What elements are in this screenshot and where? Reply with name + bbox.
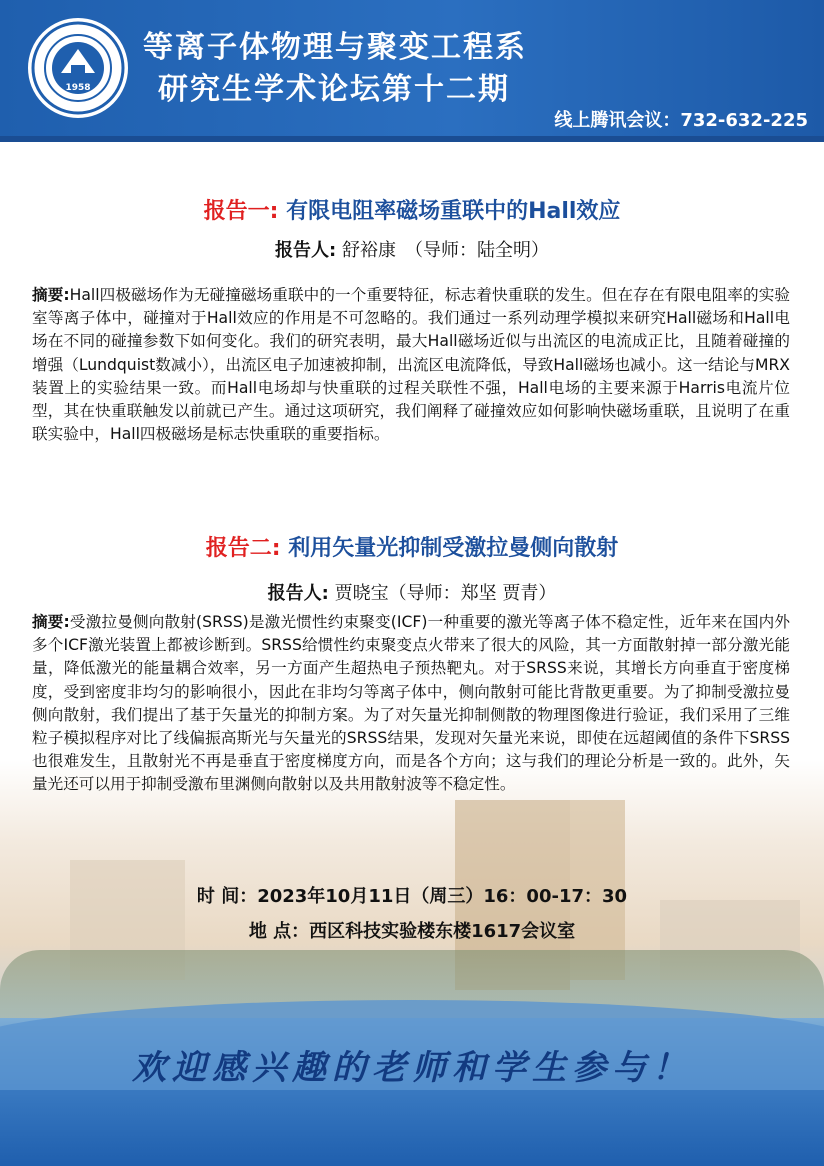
forum-department-title: 等离子体物理与聚变工程系 [143, 30, 527, 65]
report1-abstract [32, 284, 790, 446]
event-place: 地 点：西区科技实验楼东楼1617会议室 [248, 921, 576, 942]
report1-abstract-text: Hall四极磁场作为无碰撞磁场重联中的一个重要特征，标志着快重联的发生。但在存在有限电阻率的实验室等离子体中，碰撞对于Hall效应的作用是不可忽略的。我们通过一系列动理学模拟来研究Hall磁场和Hall电场在不同的碰撞参数下如何变化。我们的研究表明，最大Hall磁场近似与出流区的电流成正比，且随着碰撞的增强（Lundquist数减小），出流区电子加速被抑制，出流区电流降低，导致Hall磁场也减小。这一结论与MRX装置上的实验结果一致。而Hall电场却与快重联的过程关联性不强，Hall电场的主要来源于Harris电流片位型，其在快重联触发以前就已产生。通过这项研究，我们阐释了碰撞效应如何影响快磁场重联，且说明了在重联实验中，Hall四极磁场是标志快重联的重要指标。 [32, 286, 790, 444]
report1-reporter-info: 舒裕康 （导师：陆全明） [341, 240, 549, 261]
welcome-slogan: 欢迎感兴趣的老师和学生参与！ [132, 1048, 692, 1088]
report2-reporter [0, 579, 824, 605]
report2-title [0, 531, 824, 562]
header-banner [0, 0, 824, 142]
report2-abstract-label: 摘要: [32, 613, 70, 631]
report2-reporter-label: 报告人: [267, 583, 329, 604]
university-seal [31, 21, 125, 115]
event-time: 时 间：2023年10月11日（周三）16：00-17：30 [196, 886, 628, 907]
report2-title-text: 利用矢量光抑制受激拉曼侧向散射 [288, 536, 619, 561]
report2-abstract-text: 受激拉曼侧向散射(SRSS)是激光惯性约束聚变(ICF)一种重要的激光等离子体不稳定性，近年来在国内外多个ICF激光装置上都被诊断到。SRSS给惯性约束聚变点火带来了很大的风险，其一方面散射掉一部分激光能量，降低激光的能量耦合效率，另一方面产生超热电子预热靶丸。对于SRSS来说，其增长方向垂直于密度梯度，受到密度非均匀的影响很小，因此在非均匀等离子体中，侧向散射可能比背散更重要。为了抑制受激拉曼侧向散射，我们提出了基于矢量光的抑制方案。为了对矢量光抑制侧散的物理图像进行验证，我们采用了三维粒子模拟程序对比了线偏振高斯光与矢量光的SRSS结果，发现对矢量光来说，即使在远超阈值的条件下SRSS也很难发生，且散射光不再是垂直于密度梯度方向，而是各个方向；这与我们的理论分析是一致的。此外，矢量光还可以用于抑制受激布里渊侧向散射以及共用散射波等不稳定性。 [32, 613, 790, 794]
report2-prefix: 报告二: [205, 536, 281, 561]
report1-title-text: 有限电阻率磁场重联中的Hall效应 [286, 199, 621, 224]
report2-reporter-info: 贾晓宝（导师：郑坚 贾青） [334, 583, 557, 604]
report1-reporter-label: 报告人: [275, 240, 337, 261]
report1-title [0, 194, 824, 225]
tencent-meeting-id: 线上腾讯会议：732-632-225 [554, 110, 808, 131]
logo-year: 1958 [65, 83, 91, 93]
report1-abstract-label: 摘要: [32, 286, 70, 304]
report2-abstract [32, 611, 790, 797]
report1-prefix: 报告一: [203, 199, 279, 224]
forum-issue-title: 研究生学术论坛第十二期 [158, 72, 510, 107]
university-logo-icon [28, 18, 128, 118]
report1-reporter [0, 236, 824, 262]
